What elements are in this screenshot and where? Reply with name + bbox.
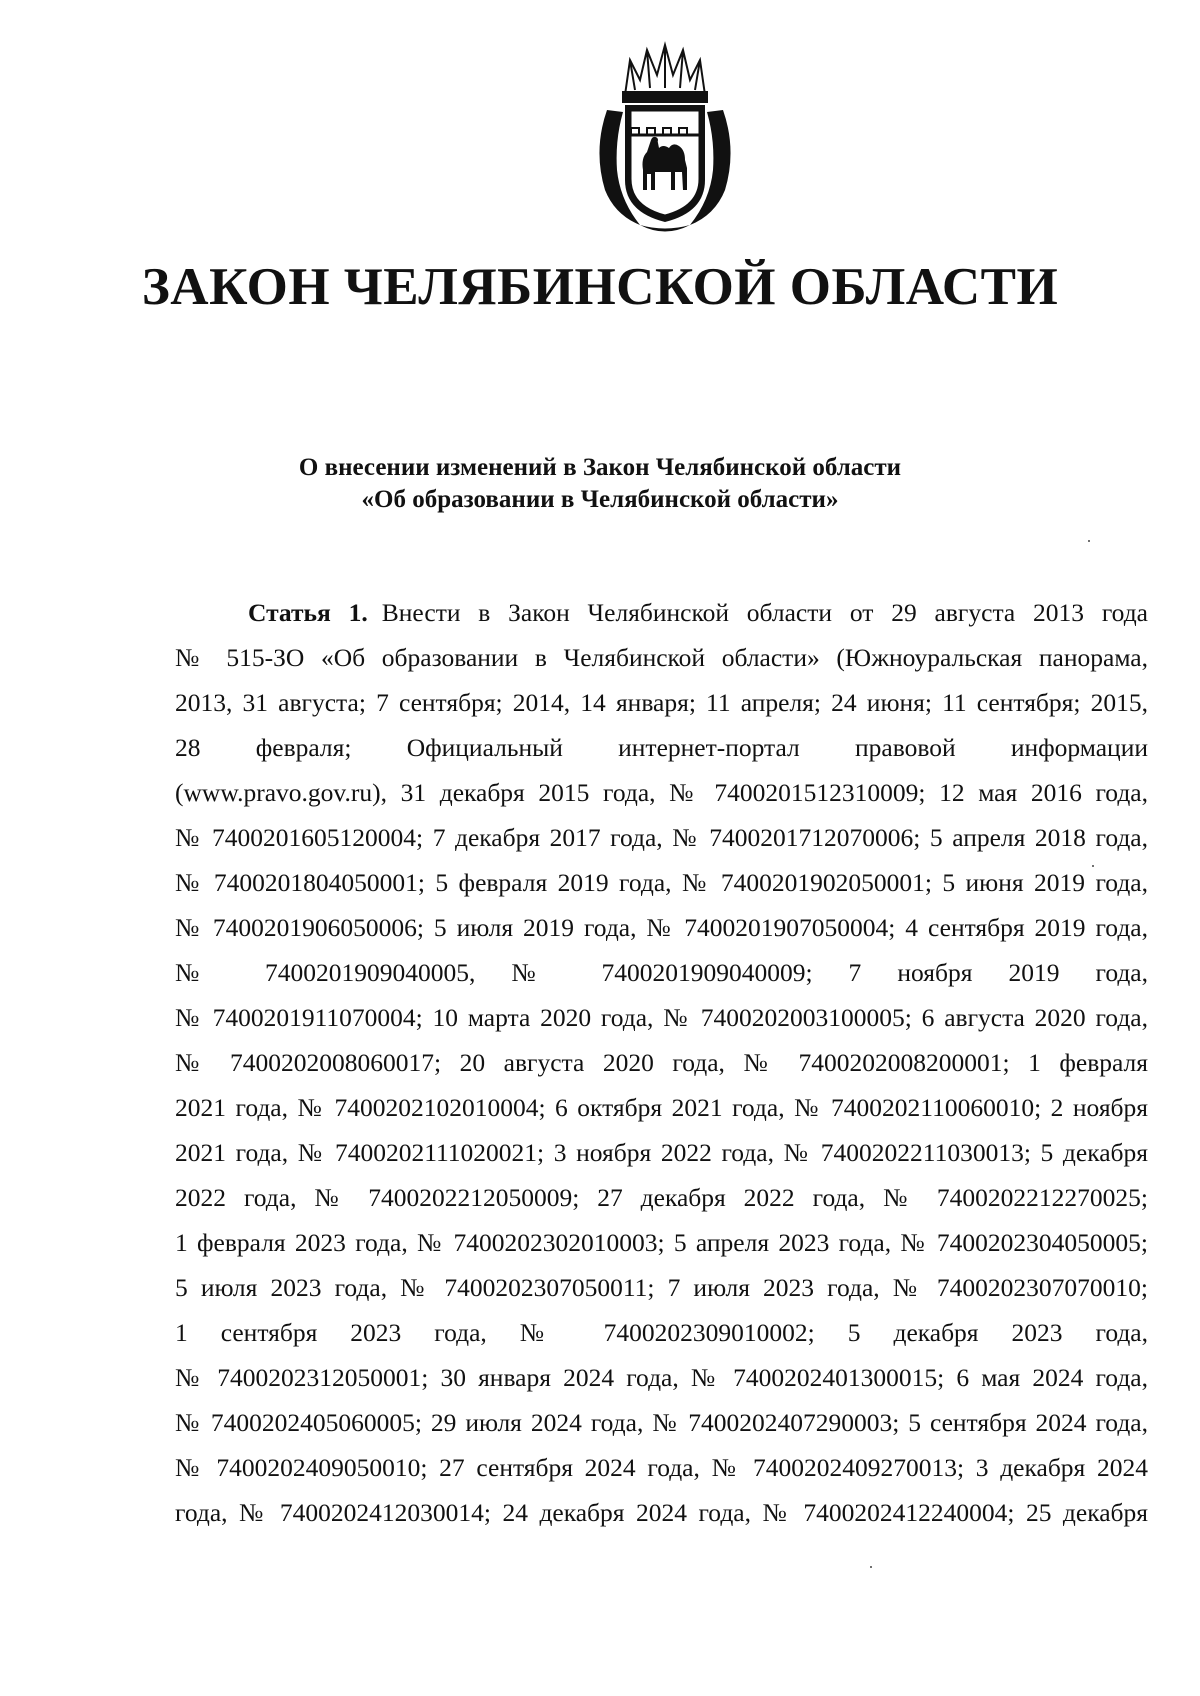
chelyabinsk-coat-of-arms-icon [585,40,745,240]
article-line: № 7400201909040005, № 7400201909040009; 7 ноября 2019 года, [175,958,1148,987]
document-subtitle [0,452,1200,516]
subtitle-line: «Об образовании в Челябинской области» [361,486,839,513]
scan-speck [1092,865,1094,867]
article-1 [175,590,1148,1535]
article-line: 2022 года, № 7400202212050009; 27 декабря 2022 года, № 7400202212270025; [175,1183,1148,1212]
article-line: № 7400202405060005; 29 июля 2024 года, № 7400202407290003; 5 сентября 2024 года, [175,1408,1148,1437]
article-text: Внести в Закон Челябинской области от 29 августа 2013 года [381,598,1148,627]
article-line: года, № 7400202412030014; 24 декабря 2024 года, № 7400202412240004; 25 декабря [175,1498,1148,1527]
article-line: № 7400201906050006; 5 июля 2019 года, № 7400201907050004; 4 сентября 2019 года, [175,913,1148,942]
scan-speck [870,1566,872,1568]
article-line: 1 сентября 2023 года, № 7400202309010002; 5 декабря 2023 года, [175,1318,1148,1347]
article-line: 2021 года, № 7400202111020021; 3 ноября 2022 года, № 7400202211030013; 5 декабря [175,1138,1148,1167]
article-line: № 7400201804050001; 5 февраля 2019 года, № 7400201902050001; 5 июня 2019 года, [175,868,1148,897]
article-line: (www.pravo.gov.ru), 31 декабря 2015 года, № 7400201512310009; 12 мая 2016 года, [175,778,1148,807]
article-line: № 7400201911070004; 10 марта 2020 года, № 7400202003100005; 6 августа 2020 года, [175,1003,1148,1032]
article-line: № 7400202008060017; 20 августа 2020 года, № 7400202008200001; 1 февраля [175,1048,1148,1077]
article-line: № 7400202312050001; 30 января 2024 года, № 7400202401300015; 6 мая 2024 года, [175,1363,1148,1392]
article-line: 28 февраля; Официальный интернет-портал правовой информации [175,733,1148,762]
article-line: 1 февраля 2023 года, № 7400202302010003; 5 апреля 2023 года, № 7400202304050005; [175,1228,1148,1257]
article-heading: Статья 1. [248,598,368,627]
article-line: № 7400202409050010; 27 сентября 2024 года, № 7400202409270013; 3 декабря 2024 [175,1453,1148,1482]
article-line: № 515-ЗО «Об образовании в Челябинской области» (Южноуральская панорама, [175,643,1148,672]
article-line [175,590,1148,635]
scan-speck [1088,540,1090,542]
article-line: 2021 года, № 7400202102010004; 6 октября 2021 года, № 7400202110060010; 2 ноября [175,1093,1148,1122]
law-title: ЗАКОН ЧЕЛЯБИНСКОЙ ОБЛАСТИ [141,258,1059,316]
subtitle-line: О внесении изменений в Закон Челябинской области [298,454,902,481]
article-line: 2013, 31 августа; 7 сентября; 2014, 14 января; 11 апреля; 24 июня; 11 сентября; 2015, [175,688,1148,717]
article-line: № 7400201605120004; 7 декабря 2017 года, № 7400201712070006; 5 апреля 2018 года, [175,823,1148,852]
article-line: 5 июля 2023 года, № 7400202307050011; 7 июля 2023 года, № 7400202307070010; [175,1273,1148,1302]
